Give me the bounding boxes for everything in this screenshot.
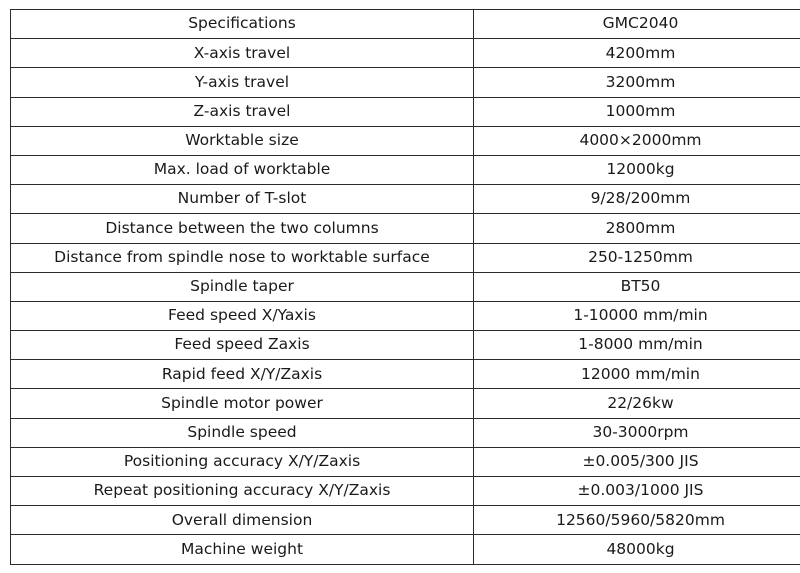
spec-value: ±0.003/1000 JIS xyxy=(474,477,800,506)
spec-label: Repeat positioning accuracy X/Y/Zaxis xyxy=(11,477,474,506)
spec-label: Max. load of worktable xyxy=(11,155,474,184)
table-row xyxy=(11,389,800,418)
spec-value: 9/28/200mm xyxy=(474,185,800,214)
table-row xyxy=(11,68,800,97)
spec-label: Machine weight xyxy=(11,535,474,564)
spec-label: Distance from spindle nose to worktable surface xyxy=(11,243,474,272)
spec-value: 250-1250mm xyxy=(474,243,800,272)
table-row xyxy=(11,10,800,39)
spec-label: Spindle taper xyxy=(11,272,474,301)
table-row xyxy=(11,477,800,506)
spec-label: Positioning accuracy X/Y/Zaxis xyxy=(11,447,474,476)
table-row xyxy=(11,214,800,243)
spec-label: Rapid feed X/Y/Zaxis xyxy=(11,360,474,389)
table-row xyxy=(11,272,800,301)
spec-value: 12000 mm/min xyxy=(474,360,800,389)
spec-value: GMC2040 xyxy=(474,10,800,39)
spec-value: BT50 xyxy=(474,272,800,301)
spec-label: Number of T-slot xyxy=(11,185,474,214)
spec-value: 30-3000rpm xyxy=(474,418,800,447)
specifications-table xyxy=(10,9,800,565)
table-row xyxy=(11,39,800,68)
table-row xyxy=(11,126,800,155)
spec-label: Worktable size xyxy=(11,126,474,155)
spec-value: 4000×2000mm xyxy=(474,126,800,155)
table-row xyxy=(11,301,800,330)
spec-label: Spindle motor power xyxy=(11,389,474,418)
spec-value: 3200mm xyxy=(474,68,800,97)
spec-label: Overall dimension xyxy=(11,506,474,535)
spec-label: Distance between the two columns xyxy=(11,214,474,243)
spec-value: 48000kg xyxy=(474,535,800,564)
table-row xyxy=(11,97,800,126)
spec-value: 4200mm xyxy=(474,39,800,68)
table-row xyxy=(11,155,800,184)
spec-label: Z-axis travel xyxy=(11,97,474,126)
spec-value: 1-8000 mm/min xyxy=(474,331,800,360)
spec-label: Spindle speed xyxy=(11,418,474,447)
spec-value: 2800mm xyxy=(474,214,800,243)
table-row xyxy=(11,535,800,564)
spec-label: Feed speed Zaxis xyxy=(11,331,474,360)
table-row xyxy=(11,506,800,535)
spec-value: ±0.005/300 JIS xyxy=(474,447,800,476)
table-row xyxy=(11,331,800,360)
spec-value: 1-10000 mm/min xyxy=(474,301,800,330)
table-row xyxy=(11,243,800,272)
spec-label: X-axis travel xyxy=(11,39,474,68)
spec-value: 1000mm xyxy=(474,97,800,126)
table-row xyxy=(11,418,800,447)
spec-value: 12000kg xyxy=(474,155,800,184)
spec-label: Specifications xyxy=(11,10,474,39)
spec-value: 22/26kw xyxy=(474,389,800,418)
table-row xyxy=(11,447,800,476)
spec-value: 12560/5960/5820mm xyxy=(474,506,800,535)
table-row xyxy=(11,360,800,389)
table-row xyxy=(11,185,800,214)
spec-label: Feed speed X/Yaxis xyxy=(11,301,474,330)
spec-label: Y-axis travel xyxy=(11,68,474,97)
